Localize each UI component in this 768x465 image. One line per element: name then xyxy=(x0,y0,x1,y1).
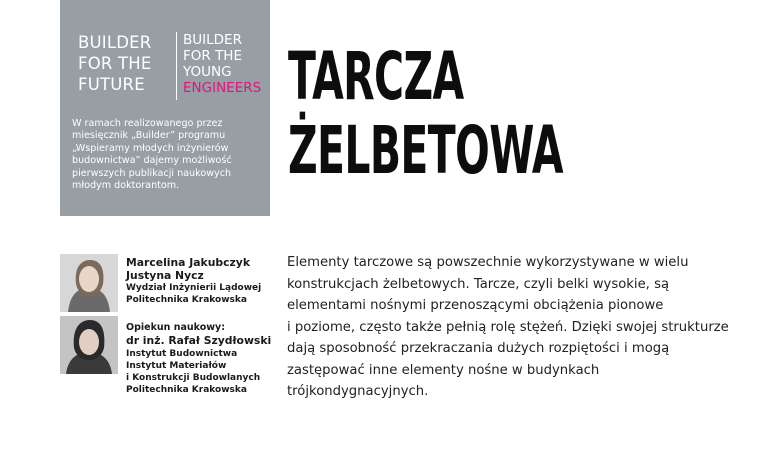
advisor-affiliation: i Konstrukcji Budowlanych xyxy=(126,373,261,383)
description-line: pierwszych publikacji naukowych xyxy=(72,167,232,179)
logo-line: FOR THE xyxy=(78,54,152,73)
logo-line: BUILDER xyxy=(183,32,242,48)
logo-divider xyxy=(176,32,177,100)
title-line: TARCZA xyxy=(288,38,464,115)
description-line: budownictwa” dajemy możliwość xyxy=(72,155,232,167)
advisor-photo xyxy=(60,316,118,374)
description-line: miesięcznik „Builder” programu xyxy=(72,130,226,142)
author-affiliation: Wydział Inżynierii Lądowej xyxy=(126,283,262,293)
advisor-affiliation: Instytut Materiałów xyxy=(126,361,227,371)
description-line: „Wspieramy młodych inżynierów xyxy=(72,142,229,154)
author-affiliation: Politechnika Krakowska xyxy=(126,295,247,305)
advisor-name: dr inż. Rafał Szydłowski xyxy=(126,334,272,347)
authors-block xyxy=(126,256,276,306)
logo-line: FUTURE xyxy=(78,75,145,94)
logo-accent-line: ENGINEERS xyxy=(183,80,262,96)
article-title xyxy=(288,40,563,188)
description-line: młodym doktorantom. xyxy=(72,180,180,192)
abstract-line: zastępować inne elementy nośne w budynkach xyxy=(287,362,600,378)
logo-line: BUILDER xyxy=(78,33,152,52)
builder-for-the-future-box xyxy=(60,0,270,216)
description-line: W ramach realizowanego przez xyxy=(72,118,223,129)
builder-for-young-engineers-logo xyxy=(183,32,283,96)
author-photo xyxy=(60,254,118,312)
advisor-affiliation: Politechnika Krakowska xyxy=(126,385,247,395)
advisor-label: Opiekun naukowy: xyxy=(126,322,226,333)
abstract-line: trójkondygnacyjnych. xyxy=(287,384,429,399)
abstract-line: Elementy tarczowe są powszechnie wykorzystywane w wielu xyxy=(287,255,689,270)
author-portrait-icon xyxy=(60,254,118,312)
article-abstract xyxy=(287,252,757,403)
advisor-block xyxy=(126,322,286,396)
abstract-line: konstrukcjach żelbetowych. Tarcze, czyli belki wysokie, są xyxy=(287,276,670,292)
builder-for-the-future-logo xyxy=(78,32,174,95)
program-description xyxy=(72,118,262,192)
author-name: Justyna Nycz xyxy=(126,269,204,282)
abstract-line: elementami nośnymi przenoszącymi obciążenia pionowe xyxy=(287,298,664,313)
title-line: ŻELBETOWA xyxy=(288,112,563,189)
author-name: Marcelina Jakubczyk xyxy=(126,256,251,269)
abstract-line: i poziome, często także pełnią rolę stężeń. Dzięki swojej strukturze xyxy=(287,319,729,335)
abstract-line: dają sposobność przekraczania dużych rozpiętości i mogą xyxy=(287,341,670,356)
logo-line: YOUNG xyxy=(183,64,232,80)
advisor-affiliation: Instytut Budownictwa xyxy=(126,349,238,359)
advisor-portrait-icon xyxy=(60,316,118,374)
logo-line: FOR THE xyxy=(183,48,242,64)
